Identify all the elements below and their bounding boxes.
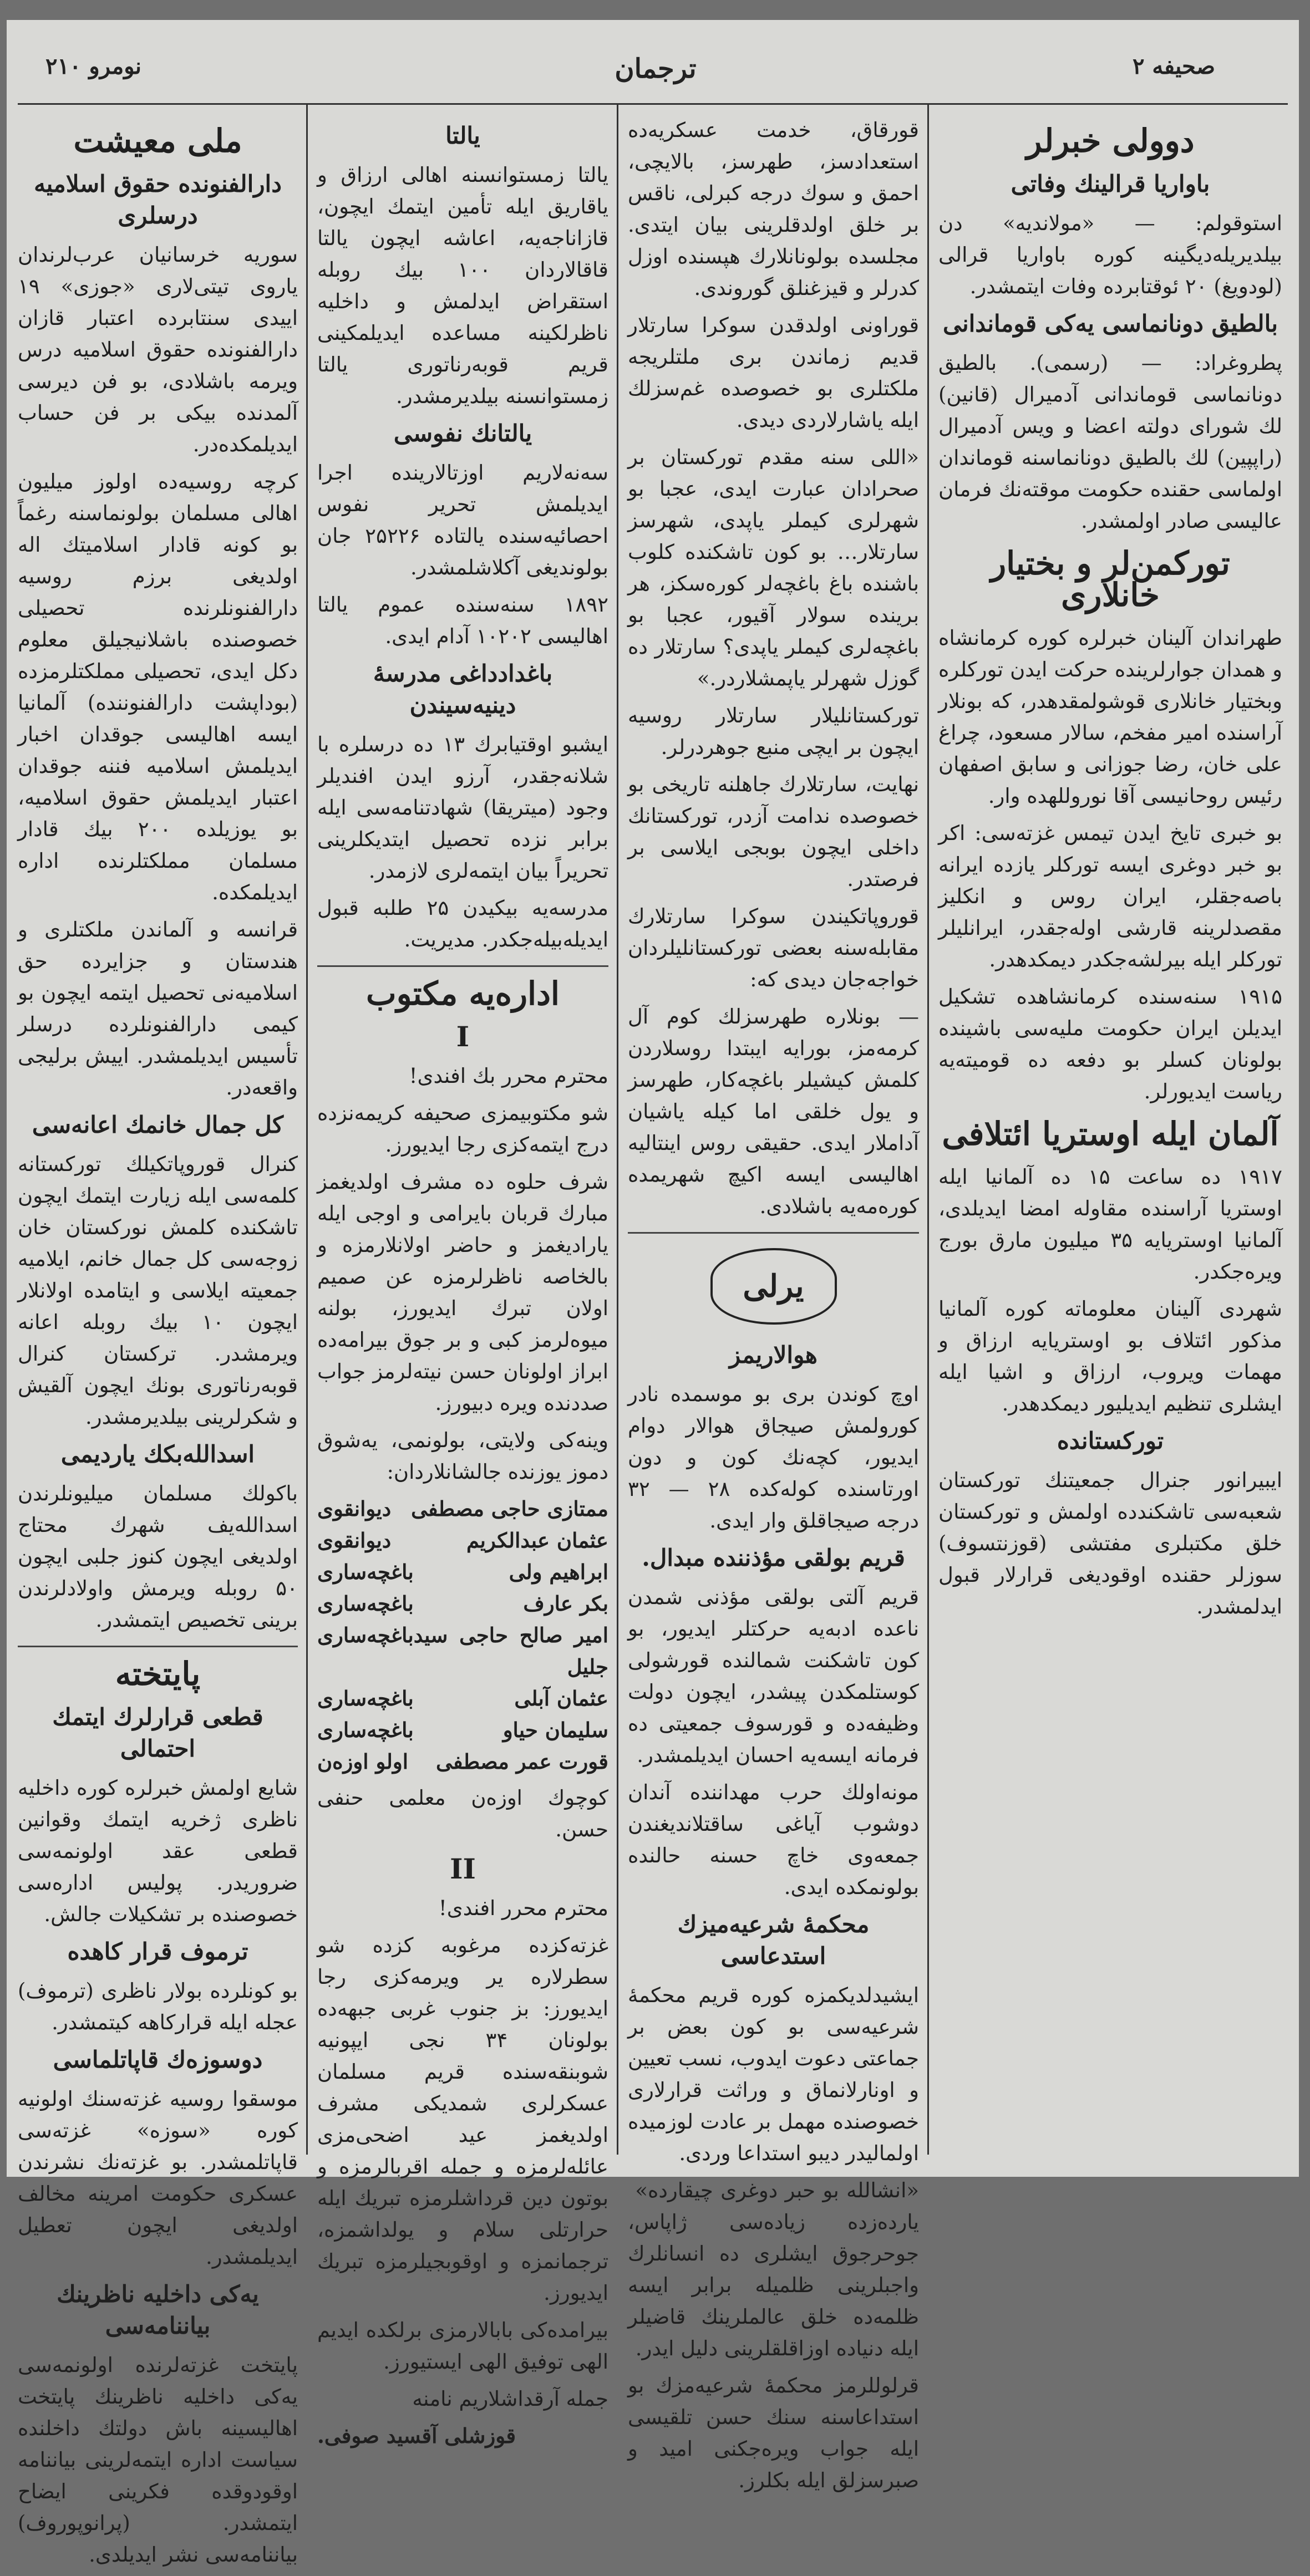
newspaper-title: ترجمان [615,53,697,84]
article-text: قورقاق، خدمت عسکریه‌ده استعدادسز، طهرسز، بالایچی، احمق و سوك درجه کبرلی، ناقس بر خلق اولدقلرینی بیان ایتدی. مجلسده بولونانلارك هپسنده اوزل کدرلر و قیزغنلق گوروندی. [628,118,919,300]
article-text: قوروپاتکیندن سوکرا سارتلارك مقابله‌سنه بعضی تورکستانلیلردان خواجه‌جان دیدی که: [628,904,919,991]
article-text: شو مکتوبیمزی صحیفه‌ کریمه‌نزده درج ایتمه‌کزی رجا ایدیورز. [317,1101,608,1157]
letters-heading: اداره‌یه مکتوب [365,975,560,1012]
section-divider [628,1232,919,1234]
article-text: ایشیدلدیکمزه کوره قریم محکمهٔ شرعیه‌سی بو کون بعض بر جماعتی دعوت ایدوب، نسب تعیین و اونارلانماق و وراثت قرارلاری خصوصنده مهمل بر عادت لوزمیده اولمالیدر دیبو استداعا وردی. [628,1983,919,2165]
article-heading: باواریا قرالینك وفاتی [1011,170,1210,197]
article-text: بو خبری تایخ ایدن تیمس غزته‌سی: اکر بو خبر دوغری ایسه تورکلر یازده ایرانه باصه‌جقلر، ایران روس و انکلیز مقصدلرینه قارشی اوله‌جقدر، ایرانلیلر تورکلر ایله بیرلشه‌جکدر دیمکدهدر. [938,821,1282,971]
list-item: امیر صالح حاجی سید جلیل باغچه‌ساری [317,1623,608,1679]
letter-salutation: محترم محرر بك افندی! [409,1064,608,1088]
article-text: — بونلاره طهرسزلك کوم آل کرمه‌مز، بورایه ایبتدا روسلاردن کلمش کیشیلر باغچه‌کار، طهرسز و یول خلقی اما کیله یاشیان آداملار ایدی. حقیقی روس اینتالیه اهالیسی ایسه اکیچ شهریمده کوره‌مه‌یه باشلادی. [628,1005,919,1218]
article-heading: بالطیق دونانماسی یه‌کی قوماندانی [942,310,1278,337]
article-text: یالتا زمستوانسنه اهالی ارزاق و یاقاریق ایله تأمین ایتمك ایچون، قازاناجه‌یه، اعاشه ایچون یالتا قاقالاردان ۱۰۰ بیك روبله استقراض ایدلمش و داخلیه ناظرلکینه مساعده ایدیلمکینی قریم قوبه‌رناتوری یالتا زمستوانسنه بیلدیرمشدر. [317,163,608,408]
article-heading: دارالفنونده حقوق اسلامیه درسلری [34,170,282,229]
letter-salutation: محترم محرر افندی! [438,1896,608,1920]
article-text: بیرامده‌کی بابالارمزی برلکده ایدیم الهی توفیق الهی ایستیورز. [317,2318,608,2374]
article-heading: اسدالله‌بكك یاردیمی [60,1440,255,1468]
newspaper-page [7,20,1299,2567]
article-text: کرچه روسیه‌ده اولوز میلیون اهالی مسلمان بولونماسنه رغماً بو کونه قادار اسلامیتك اله اولدیغی برزم روسیه دارالفنونلرنده تحصیلی خصوصنده باشلانیجیلق معلوم دکل ایدی، تحصیلی مملکتلرمزده (بوداپشت دارالفنوننده) آلمانیا ایسه اهالیسی جوقدان اخبار ایدیلمش اسلامیه فننه جوقدان اعتبار ایدیلمش حقوق اسلامیه، بو یوزیلده ۲۰۰ بیك قادار مسلمان مملکتلرنده اداره ایدیلمکده. [18,470,298,904]
article-text: بو کونلرده بولار ناظری (ترموف) عجله ایله قرارکاهه کیتمشدر. [18,1979,298,2034]
section-heading: پایتخته [115,1655,201,1693]
article-text: قرانسه و آلماندن ملکتلری و هندستان و جزایرده حق اسلامیه‌نی تحصیل ایتمه ایچون بو کیمی دارالفنونلرده درسلر تأسیس ایدیلمشدر. اییش برلیجی واقعه‌در. [18,918,298,1099]
article-text: سوریه خرسانیان عرب‌لرندان یاروی تیتی‌لاری «جوزی» ۱۹ اییدی سنتابرده اعتبار قازان دارالفنونده حقوق اسلامیه درس ویرمه باشلادی، بو فن دیرسی آلمدنده بیکی بر فن حساب ایدیلمکده‌در. [18,243,298,456]
article-heading: هوالاریمز [729,1341,818,1368]
article-text: ایشبو اوقتیابرك ۱۳ ده درسلره با شلانه‌جقدر، آرزو ایدن افندیلر وجود (میتریقا) شهادتنامه‌سی ایله برابر نزده تحصیل ایتدیکلرینی تحریراً بیان ایتمه‌لری لازمدر. [317,732,608,883]
column-4 [18,114,298,2576]
column-rule [306,103,308,2155]
article-text: سه‌نه‌لاریم اوزتالارینده اجرا ایدیلمش تحریر نفوس احصائیه‌سنده یالتاده ۲۵۲۲۶ جان بولوندیغی آکلاشلمشدر. [317,461,608,579]
article-text: موسقوا روسیه غزته‌سنك اولونیه کوره «سوزه» غزته‌سی قاپاتلمشدر. بو غزته‌نك نشرندن عسکری حکومت امرینه مخالف اولدیغی ایچون تعطیل ایدیلمشدر. [18,2087,298,2269]
article-text: قرلوللرمز محکمهٔ شرعیه‌مزك بو استداعاسنه سنك حسن تلقیسی ایله جواب ویره‌جکنی امید و صبرسزلق ایله بکلرز. [628,2374,919,2492]
list-item: بکر عارف باغچه‌ساری [317,1591,608,1616]
article-heading: محکمهٔ شرعیه‌میزك استدعاسی [677,1911,870,1969]
article-text: جمله آرقداشلاریم نامنه [412,2387,608,2411]
article-text: پایتخت غزته‌لرنده اولونمه‌سی یه‌کی داخلیه ناظرینك پایتخت اهالیسینه باش دولتك داخلنده سیاست اداره ایتمه‌لرینی بیاننامه اوقودوقده فکرینی ایضاح ایتمشدر. (پرانوپوروف) بیاننامه‌سی نشر ایدیلدی. [18,2353,298,2567]
article-heading: کل جمال خانمك اعانه‌سی [32,1111,284,1138]
section-divider [317,965,608,967]
column-3 [317,114,608,2463]
local-news-heading: یرلی [710,1248,837,1325]
article-text: نهایت، سارتلارك جاهلنه تاریخی بو خصوصده ندامت آزدر، تورکستانك داخلی ایچون بوبجی ایلاسی بر فرصتدر. [628,772,919,891]
article-heading: تورکمن‌لر و بختیار خانلاری [991,544,1230,614]
list-item: ابراهیم ولی باغچه‌ساری [317,1560,608,1584]
article-heading: یه‌کی داخلیه ناظرینك بیاننامه‌سی [57,2280,259,2339]
article-text: شرف حلوه‌ ده مشرف اولدیغمز مبارك قربان بایرامی و اوجی ایله یارادیغمز و حاضر اولانلارمزه و بالخاصه ناظرلرمزه عن صمیم اولان تبرك ایدیورز، بولنه‌ میوه‌لرمز کبی و بر جوق بیرامه‌ده ابراز اولونان حسن نیته‌لرمز جواب صددنده ویره‌ دبیورز. [317,1170,608,1415]
article-text: تورکستانلیلار سارتلار روسیه ایچون بر ایچی منبع جوهردرلر. [628,704,919,759]
article-text: «اللی سنه مقدم تورکستان بر صحرادان عبارت ایدی، عجبا بو شهرلری کیملر یاپدی، شهرسز سارتلار… بو کون تاشکنده کلوب باشنده باغ باغچه‌لر کوره‌سکز، هر برینده سولار آقیور، عجبا بو باغچه‌لری کیملر یاپدی؟ سارتلار ده گوزل شهرلر یاپمشلاردر.» [628,445,919,690]
article-text: مونه‌اولك حرب مهداننده آندان دوشوب آیاغی ساقتلاندیغندن جمعه‌وی خاچ حسنه حالنده بولونمکده ایدی. [628,1780,919,1899]
signature: قوزشلی آقسید صوفی. [317,2424,516,2448]
article-text: کوچوك اوزه‌ن معلمی حنفی حسن. [317,1786,608,1841]
article-text: اوچ کوندن بری بو موسمده نادر کورولمش صیجاق هوالار دوام ایدیور، کچه‌نك کون و دون اورتاسنده کوله‌کده ۲۸ — ۳۲ درجه صیجاقلق وار ایدی. [628,1382,919,1533]
article-heading: یالتانك نفوسی [393,420,532,447]
article-text: «انشالله بو حبر دوغری چیقارده» یارده‌زده زیاده‌سی ژاپاس، جوحرجوق ایشلری ده انسانلرك واجبلرینی ظلمیله برابر ایسه ظلمه‌ده خلق عالملرینك قاضیلر ایله دنیا‌ده اوزاقلقلرینی دلیل ایدر. [628,2178,919,2360]
article-heading: آلمان ایله اوستریا ائتلافی [942,1115,1279,1153]
column-1 [938,114,1282,1628]
article-text: قریم آلتی بولقی مؤذنی شمدن ناعده ادبه‌یه حرکتلر ایدیور، بو کون تاشکنت شمالنده قورشولی کوستلمکدن پیشدر، ایچون دولت وظیفه‌ده و قورسوف جمعیتی ده فرمانه ایسه‌یه احسان ایدیلمشدر. [628,1585,919,1767]
article-heading: دوسوزه‌ك قاپاتلماسی [53,2046,263,2073]
signatory-list [317,1493,608,1778]
article-text: شایع اولمش خبرلره کوره داخلیه ناظری ژخریه ایتمك وقوانین قطعی عقد اولونمه‌سی ضروریدر. پولیس اداره‌سی خصوصنده بر تشکیلات جالش. [18,1776,298,1926]
list-item: سلیمان حیاو باغچه‌ساری [317,1718,608,1742]
article-text: وینه‌کی ولایتی، بولونمی، یه‌شوق دموز یوزنده جالشانلاردان: [317,1428,608,1484]
section-heading: دوولی خبرلر [1026,122,1195,160]
article-text: غزته‌کزده مرغوبه کزده شو سطرلاره یر ویرمه‌کزی رجا ایدیورز: بز جنوب غربی جبهه‌ده بولونان ۳۴ نجی ایپونیه شوبنقه‌سنده قریم مسلمان عسکرلری شمدیکی مشرف اولدیغمز عید اضحی‌مزی عائله‌لرمزه و جمله اقربالرمزه و بوتون دین قرداشلرمزه تبریك ایله حرارتلی سلام و یولداشمزه، ترجمانمزه و اوقوبجیلرمزه تبریك ایدیورز. [317,1933,608,2305]
article-text: قوراونی اولدقدن سوکرا سارتلار قدیم زماندن بری ملتلریجه ملکتلری بو خصوصده غم‌سزلك ایله یاشارلاردی دیدی. [628,313,919,432]
page-number: صحیفه ۲ [1133,53,1215,79]
column-rule [617,103,618,2155]
list-item: عثمان آبلی باغچه‌ساری [317,1686,608,1710]
article-heading: قریم بولقی مؤذننده مبدال. [642,1544,905,1571]
article-text: کنرال قوروپاتکیلك تورکستانه کلمه‌سی ایله زیارت ایتمك ایچون تاشکنده کلمش نورکستان خان زوجه‌سی کل جمال خانم، ایلامیه جمعیته ایلاسی و ایتامده اولانلار ایچون ۱۰ بیك روبله اعانه ویرمشدر. ترکستان کنرال قوبه‌رناتوری بونك ایچون آلقیش و شکرلرینی بیلدیرمشدر. [18,1152,298,1429]
article-heading: یالتا [445,122,480,149]
article-heading: ترموف قرار کاهده [67,1938,248,1965]
section-heading: ملی معیشت [73,122,242,160]
issue-number: نومرو ۲۱۰ [45,53,141,79]
header-rule [18,103,1288,105]
article-text: استوقولم: — «مولاندیه» دن بیلدیریله‌دیگینه کوره باواریا قرالی (لودویغ) ۲۰ ئوقتابرده وفات ایتمشدر. [938,211,1282,298]
article-text: شهردی آلینان معلوماته کوره آلمانیا مذکور ائتلاف بو اوستریایه ارزاق و مهمات ویروب، ارزاق و اشیا ایله ایشلری تنظیم ایدیلیور دیمکدهدر. [938,1297,1282,1416]
article-text: ۱۹۱۷ ده ساعت ۱۵ ده آلمانیا ایله اوستریا آراسنده مقاوله امضا ایدیلدی، آلمانیا اوستریا‌یه ۳۵ میلیون مارق بورج ویره‌جکدر. [938,1165,1282,1284]
article-heading: باغدادداغی مدرسهٔ دینیه‌سیندن [373,660,553,719]
article-text: باکولك مسلمان میلیونلرندن اسدالله‌یف شهرك محتاج اولدیغی ایچون کنوز جلبی ایچون ۵۰ روبله ویرمش واولادلرندن برینی تخصیص ایتمشدر. [18,1482,298,1632]
list-item: قورت عمر مصطفی اولو اوزه‌ن [317,1749,608,1774]
article-text: ۱۹۱۵ سنه‌سنده کرمانشاهده تشکیل ایدیلن ایران حکومت ملیه‌سی باشینده بولونان کسلر بو دفعه ده قومیته‌یه ریاست ایدیورلر. [938,985,1282,1103]
article-text: طهراندان آلینان خبرلره کوره کرمانشاه و همدان جوارلرینده حرکت ایدن تورکلره وبختیار خانلاری قوشولمقدهدر، که بونلار آراسنده امیر مفخم، سالار مسعود، چراغ علی خان، رضا جوزانی و سابق اصفهان رئیس روحانیسی آقا نوروللهده وار. [938,626,1282,808]
article-text: ۱۸۹۲ سنه‌سنده عموم یالتا اهالیسی ۱۰۲۰۲ آدام ایدی. [317,593,608,648]
article-heading: تورکستانده [1057,1427,1164,1454]
list-item: عثمان عبدالکریم دیوانقوی [317,1528,608,1552]
letter-number: II [450,1852,476,1885]
column-2 [628,114,919,2502]
letter-number: I [456,1020,470,1053]
article-text: ایبیرانور جنرال جمعیتنك تورکستان شعبه‌سی تاشکندده اولمش و تورکستان خلق مکتبلری مفتشی (قوزنتسوف) سوزلر حقنده اوقودیغی قرارلار قبول ایدلمشدر. [938,1468,1282,1618]
column-rule [927,103,929,2155]
article-text: پطروغراد: — (رسمی). بالطیق دونانماسی قوماندانی آدمیرال (قانین) لك شورای دولته اعضا و ویس آدمیرال (راپپین) لك بالطیق دونانماسنه قوماندان اولماسی حقنده حکومت موقته‌نك فرمان عالیسی صادر اولمشدر. [938,351,1282,533]
list-item: ممتازی حاجی مصطفی دیوانقوی [317,1496,608,1521]
section-divider [18,1646,298,1647]
article-heading: قطعی قرارلرك ایتمك احتمالی [52,1703,263,1762]
article-text: مدرسه‌یه بیکیدن ۲۵ طلبه قبول ایدیله‌بیله‌جکدر. مدیریت. [317,896,608,951]
